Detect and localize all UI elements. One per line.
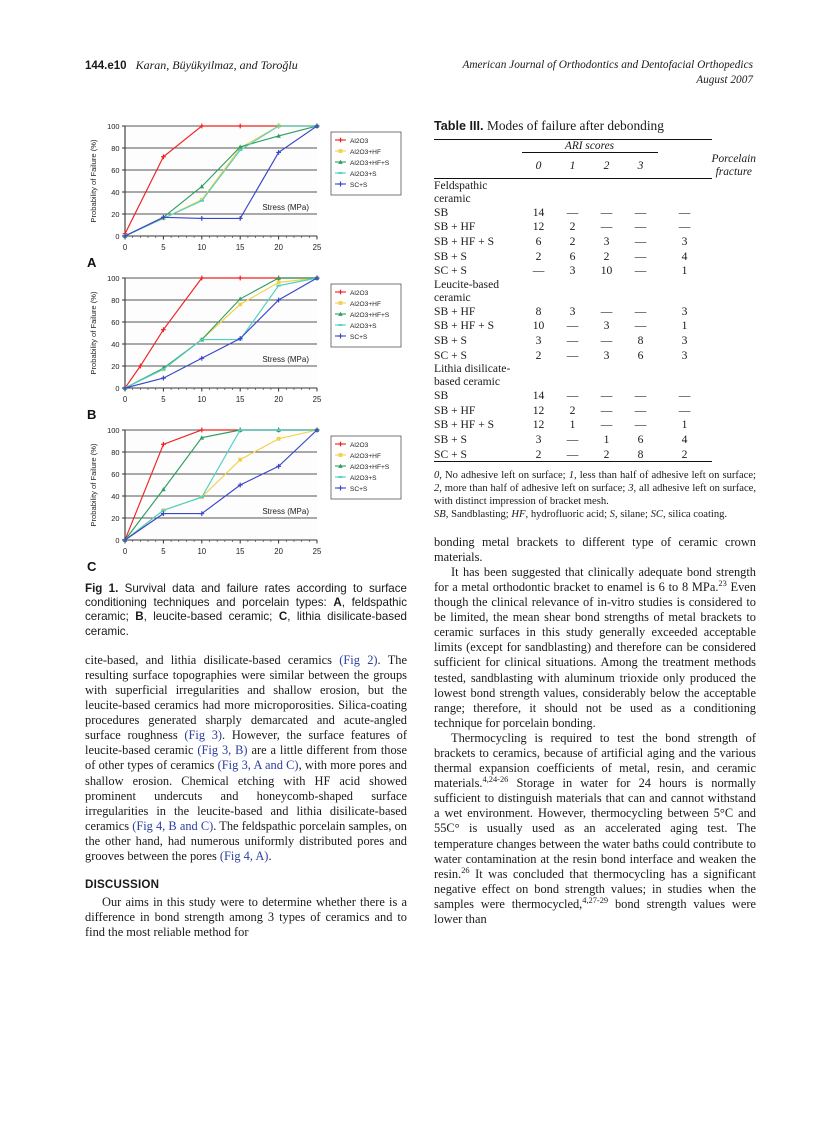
x-tick-label: 5 [161,243,166,252]
figure-1 [85,118,407,639]
figure-caption-label: Fig 1. [85,582,119,595]
text-run: cite-based, and lithia disilicate-based ceramics [85,652,340,667]
plot-area [125,430,317,540]
porcelain-line1: Porcelain [711,152,756,165]
table-row-label: SB + HF + S [434,234,495,248]
figure-reference[interactable]: (Fig 4, A) [219,849,269,864]
table-cell-ari-2: — [600,389,613,403]
table-cell-ari-2: 3 [603,319,610,333]
table-cell-ari-0: 10 [532,319,545,333]
panel-letter-b: B [87,407,97,422]
table-cell-ari-3: 6 [637,432,644,446]
legend-label: Al2O3+HF+S [350,463,390,471]
data-point [238,149,242,151]
column-header-ari-1: 1 [556,153,590,179]
table-cell-porcelain-fracture: 2 [681,447,688,461]
right-body-text [434,535,756,927]
y-tick-label: 40 [111,340,120,349]
table-header-group-row [434,140,756,153]
x-tick-label: 0 [122,395,128,404]
page-folio: 144.e10 [85,60,127,72]
y-tick-label: 40 [111,188,120,197]
y-tick-label: 80 [111,448,120,457]
table-row-label: SB + S [434,432,467,446]
table-cell-porcelain-fracture: 1 [681,264,688,278]
table-cell-porcelain-fracture: 3 [681,348,688,362]
table-cell-ari-3: 8 [637,333,644,347]
table-cell-ari-3: — [634,264,647,278]
table-row-label: SB [434,389,449,403]
running-head-right [462,58,753,88]
table-cell-ari-0: — [532,264,545,278]
text-run: Even though the clinical relevance of in-vitro studies is considered to be limited, the mean shear bond strengths of metal brackets to ceramic surfaces in this study generally exceeded acceptable limits (except for sandblasting) and therefore can be considered sufficient for clinical situations. Among the treatment methods tested, sandblasting with aluminum trioxide only produced the lowest bond strength values, considerably below the acceptable range; therefore, it should not be used as a conditioning technique for porcelain bonding. [434,579,756,730]
table-cell-ari-1: 2 [569,403,576,417]
x-axis-label: Stress (MPa) [262,355,309,364]
table-row [434,333,756,348]
table-cell-ari-0: 2 [535,348,542,362]
table-cell-ari-3: 8 [637,447,644,461]
paragraph-thermocycling [434,731,756,927]
table-row-label: SB + S [434,249,467,263]
legend-label: Al2O3 [350,441,369,449]
table-cell-ari-0: 14 [532,389,545,403]
figure-reference[interactable]: (Fig 2) [339,652,378,667]
table-cell-ari-3: — [634,304,647,318]
ari-group-header: ARI scores [522,140,658,153]
table-cell-ari-2: 3 [603,234,610,248]
table-row [434,220,756,235]
table-row [434,263,756,278]
column-header-ari-0: 0 [522,153,556,179]
chart-panel-a [85,118,407,268]
table-cell-ari-1: 6 [569,249,576,263]
y-axis-label: Probability of Failure (%) [89,443,98,527]
table-cell-ari-2: 1 [603,432,610,446]
table-row [434,319,756,334]
y-tick-label: 0 [115,536,120,545]
data-point [200,200,204,202]
y-tick-label: 0 [115,384,120,393]
text-run: Thermocycling is required to test the bond strength of brackets to ceramics, because of artificial aging and the various thermal expansion coefficients of metal, resin, and ceramic materials. [434,730,756,791]
data-point [276,285,280,287]
table-cell-ari-1: — [566,432,579,446]
legend-label: Al2O3+HF+S [350,159,390,167]
legend-label: SC+S [350,333,368,341]
table-cell-porcelain-fracture: — [678,389,691,403]
table-caption: Modes of failure after debonding [486,118,664,133]
table-row-label: SC + S [434,264,467,278]
journal-name: American Journal of Orthodontics and Dentofacial Orthopedics [462,59,753,71]
table-row [434,205,756,220]
table-row-label: SB + HF + S [434,319,495,333]
text-run: It has been suggested that clinically adequate bond strength for a metal orthodontic bracket to enamel is 6 to 8 MPa. [434,564,756,594]
legend-label: SC+S [350,485,368,493]
table-cell-porcelain-fracture: 4 [681,432,688,446]
table-section-row [434,179,756,206]
data-point [200,339,204,341]
table-section-label: Feldspathic ceramic [434,179,522,206]
table-cell-ari-3: — [634,205,647,219]
table-cell-ari-1: 1 [569,418,576,432]
text-run: . The feldspathic porcelain samples, on the other hand, had numerous uniformly distributed pores and grooves between the pores [85,818,407,864]
x-tick-label: 25 [312,395,322,404]
table-title [434,118,756,134]
table-cell-porcelain-fracture: 4 [681,249,688,263]
table-cell-ari-0: 3 [535,333,542,347]
paragraph-continued: bonding metal brackets to different type of ceramic crown materials. [434,534,756,564]
legend-label: Al2O3 [350,137,369,145]
table-cell-ari-3: — [634,249,647,263]
legend-label: Al2O3 [350,289,369,297]
table-cell-ari-1: 3 [569,264,576,278]
text-run: . The resulting surface topographies were similar between the groups with superficial irregularities and shallow erosion, but the leucite-based ceramics had more microporosities. Silica-coating procedures generated sharply demarcated and acute-angled surface roughness [85,652,407,743]
x-tick-label: 15 [235,395,245,404]
column-header-ari-2: 2 [590,153,624,179]
table-row-label: SB + HF [434,220,476,234]
table-row [434,432,756,447]
table-row [434,348,756,363]
table-header [434,140,756,179]
table-row [434,403,756,418]
y-tick-label: 100 [107,274,120,283]
left-column [85,118,407,941]
table-cell-ari-0: 6 [535,234,542,248]
x-tick-label: 25 [312,547,322,556]
y-tick-label: 20 [111,514,120,523]
legend-label: Al2O3+S [350,322,377,330]
text-run: are a little different from those of other types of ceramics [85,743,407,773]
data-point [277,437,281,441]
table-cell-ari-2: 10 [600,264,613,278]
table-cell-ari-1: 2 [569,220,576,234]
data-point [161,509,165,511]
y-tick-label: 80 [111,144,120,153]
panel-letter-a: A [87,255,97,270]
x-tick-label: 15 [235,547,245,556]
modes-of-failure-table [434,139,756,465]
table-cell-ari-1: — [566,447,579,461]
table-cell-ari-2: — [600,418,613,432]
table-cell-ari-0: 12 [532,220,545,234]
table-cell-ari-1: 3 [569,304,576,318]
data-point [238,429,242,431]
y-tick-label: 20 [111,362,120,371]
y-tick-label: 100 [107,426,120,435]
x-axis-label: Stress (MPa) [262,507,309,516]
survival-chart-a [85,118,407,268]
column-header-porcelain-fracture [712,153,757,179]
y-tick-label: 60 [111,166,120,175]
data-point [338,476,342,478]
table-cell-ari-0: 12 [532,403,545,417]
table-cell-porcelain-fracture: 1 [681,418,688,432]
x-tick-label: 5 [161,395,166,404]
data-point [277,281,281,285]
table-row [434,388,756,403]
table-row [434,304,756,319]
running-head [85,58,753,98]
x-tick-label: 0 [122,243,128,252]
data-point [338,172,342,174]
table-cell-ari-0: 2 [535,447,542,461]
table-cell-ari-3: — [634,389,647,403]
table-cell-ari-2: — [600,205,613,219]
table-row-label: SC + S [434,447,467,461]
table-cell-ari-2: 3 [603,348,610,362]
x-tick-label: 0 [122,547,128,556]
y-axis-label: Probability of Failure (%) [89,139,98,223]
section-heading-discussion: DISCUSSION [85,878,160,892]
paragraph-aims: Our aims in this study were to determine whether there is a difference in bond strength among 3 types of ceramics and to find the most reliable method for [85,895,407,940]
chart-panel-c [85,422,407,572]
text-run: . [268,849,272,864]
table-cell-ari-3: 6 [637,348,644,362]
text-run: , with more pores and shallow erosion. Chemical etching with HF acid showed prominent undercuts and honeycomb-shaped surface irregularities in the leucite-based and lithia disilicate-based ceramics [85,758,407,833]
legend-label: Al2O3+HF [350,300,381,308]
y-tick-label: 0 [115,232,120,241]
x-tick-label: 5 [161,547,166,556]
table-cell-ari-3: — [634,319,647,333]
table-cell-ari-3: — [634,403,647,417]
figure-reference[interactable]: (Fig 3) [184,728,223,743]
x-tick-label: 10 [197,243,207,252]
table-cell-ari-2: — [600,333,613,347]
table-cell-ari-2: 2 [603,249,610,263]
table-cell-ari-2: — [600,304,613,318]
data-point [238,303,242,307]
y-tick-label: 100 [107,122,120,131]
table-cell-ari-1: — [566,348,579,362]
citation-superscript[interactable]: 4,24-26 [482,775,509,785]
y-tick-label: 60 [111,470,120,479]
table-cell-ari-1: — [566,333,579,347]
porcelain-line2: fracture [715,165,752,178]
table-cell-ari-3: — [634,234,647,248]
table-cell-porcelain-fracture: 3 [681,304,688,318]
table-section-label: Lithia disilicate-based ceramic [434,362,511,389]
table-body [434,179,756,466]
x-tick-label: 20 [274,547,283,556]
table-row [434,447,756,462]
table-footnote-scores: 0, No adhesive left on surface; 1, less than half of adhesive left on surface; 2, more than half of adhesive left on surface; 3, all adhesive left on surface, with distinct impression of bracket mesh. [434,470,756,507]
table-cell-ari-1: 2 [569,234,576,248]
table-cell-ari-0: 12 [532,418,545,432]
table-row-label: SB [434,205,449,219]
survival-chart-b [85,270,407,420]
table-row-label: SB + HF [434,403,476,417]
figure-reference[interactable]: (Fig 3, A and C) [217,758,299,773]
plot-area [125,126,317,236]
table-row-label: SB + S [434,333,467,347]
data-point [276,429,280,431]
y-tick-label: 40 [111,492,120,501]
table-bottom-rule [434,462,756,466]
legend-label: Al2O3+S [350,474,377,482]
citation-superscript[interactable]: 23 [718,578,727,588]
table-section-row [434,278,756,304]
table-cell-ari-1: — [566,389,579,403]
table-cell-porcelain-fracture: 1 [681,319,688,333]
table-number: Table III. [434,119,484,133]
table-cell-ari-2: 2 [603,447,610,461]
table-section-row [434,362,756,388]
x-tick-label: 20 [274,243,283,252]
table-cell-ari-1: — [566,205,579,219]
legend-label: SC+S [350,181,368,189]
legend-label: Al2O3+HF [350,148,381,156]
data-point [338,324,342,326]
table-row-label: SB + HF [434,304,476,318]
table-cell-ari-0: 14 [532,205,545,219]
text-run: bond strength values were lower than [434,896,756,927]
data-point [161,368,165,370]
y-tick-label: 80 [111,296,120,305]
data-point [339,301,343,305]
table-cell-porcelain-fracture: 3 [681,234,688,248]
table-cell-porcelain-fracture: — [678,403,691,417]
table-cell-porcelain-fracture: — [678,220,691,234]
table-section-label: Leucite-based ceramic [434,277,500,304]
data-point [200,496,204,498]
table-cell-ari-0: 2 [535,249,542,263]
table-row [434,418,756,433]
table-cell-ari-3: — [634,418,647,432]
legend-label: Al2O3+S [350,170,377,178]
left-body-text [85,653,407,941]
table-cell-ari-3: — [634,220,647,234]
citation-superscript[interactable]: 26 [461,865,470,875]
x-tick-label: 15 [235,243,245,252]
table-row-label: SB + HF + S [434,418,495,432]
figure-reference[interactable]: (Fig 4, B and C) [132,818,214,833]
running-head-authors: Karan, Büyükyilmaz, and Toroğlu [135,58,298,72]
survival-chart-c [85,422,407,572]
y-axis-label: Probability of Failure (%) [89,291,98,375]
table-footnote-abbrev: SB, Sandblasting; HF, hydrofluoric acid; S, silane; SC, silica coating. [434,509,728,521]
data-point [339,453,343,457]
issue-date: August 2007 [696,74,753,86]
table-row [434,249,756,264]
y-tick-label: 60 [111,318,120,327]
legend-label: Al2O3+HF [350,452,381,460]
running-head-left [85,58,298,73]
table-cell-porcelain-fracture: 3 [681,333,688,347]
x-tick-label: 20 [274,395,283,404]
x-tick-label: 10 [197,547,207,556]
paragraph-surface-topography [85,653,407,864]
table-row [434,234,756,249]
text-run: It was concluded that thermocycling has a significant negative effect on bond strength values; in studies when the samples were thermocycled, [434,866,756,911]
legend-label: Al2O3+HF+S [350,311,390,319]
column-header-ari-3: 3 [624,153,658,179]
data-point [238,458,242,462]
x-tick-label: 25 [312,243,322,252]
table-cell-ari-2: — [600,403,613,417]
y-tick-label: 20 [111,210,120,219]
data-point [276,125,280,127]
table-cell-ari-2: — [600,220,613,234]
paragraph-bond-strength [434,565,756,731]
table-cell-ari-1: — [566,319,579,333]
x-axis-label: Stress (MPa) [262,203,309,212]
figure-caption [85,582,407,639]
x-tick-label: 10 [197,395,207,404]
figure-caption-text: Survival data and failure rates according to surface conditioning techniques and porcelain types: A, feldspathic ceramic; B, leucite-based ceramic; C, lithia disilicate-based ceramic. [85,582,408,638]
data-point [339,149,343,153]
table-cell-porcelain-fracture: — [678,205,691,219]
panel-letter-c: C [87,559,97,574]
text-run: Storage in water for 24 hours is normally sufficient to distinguish materials that can and cannot withstand a wet environment. However, thermocycling between 5°C and 55C° is usually used as an accelerated aging test. The temperature changes between the water baths could contribute to water contamination at the resin bond interface and weaken the resin. [434,776,756,881]
chart-panel-b [85,270,407,420]
text-run: . However, the surface features of leucite-based ceramic [85,728,407,758]
right-column [434,118,756,927]
table-cell-ari-0: 8 [535,304,542,318]
table-cell-ari-0: 3 [535,432,542,446]
table-row-label: SC + S [434,348,467,362]
figure-reference[interactable]: (Fig 3, B) [197,743,248,758]
citation-superscript[interactable]: 4,27-29 [582,895,609,905]
